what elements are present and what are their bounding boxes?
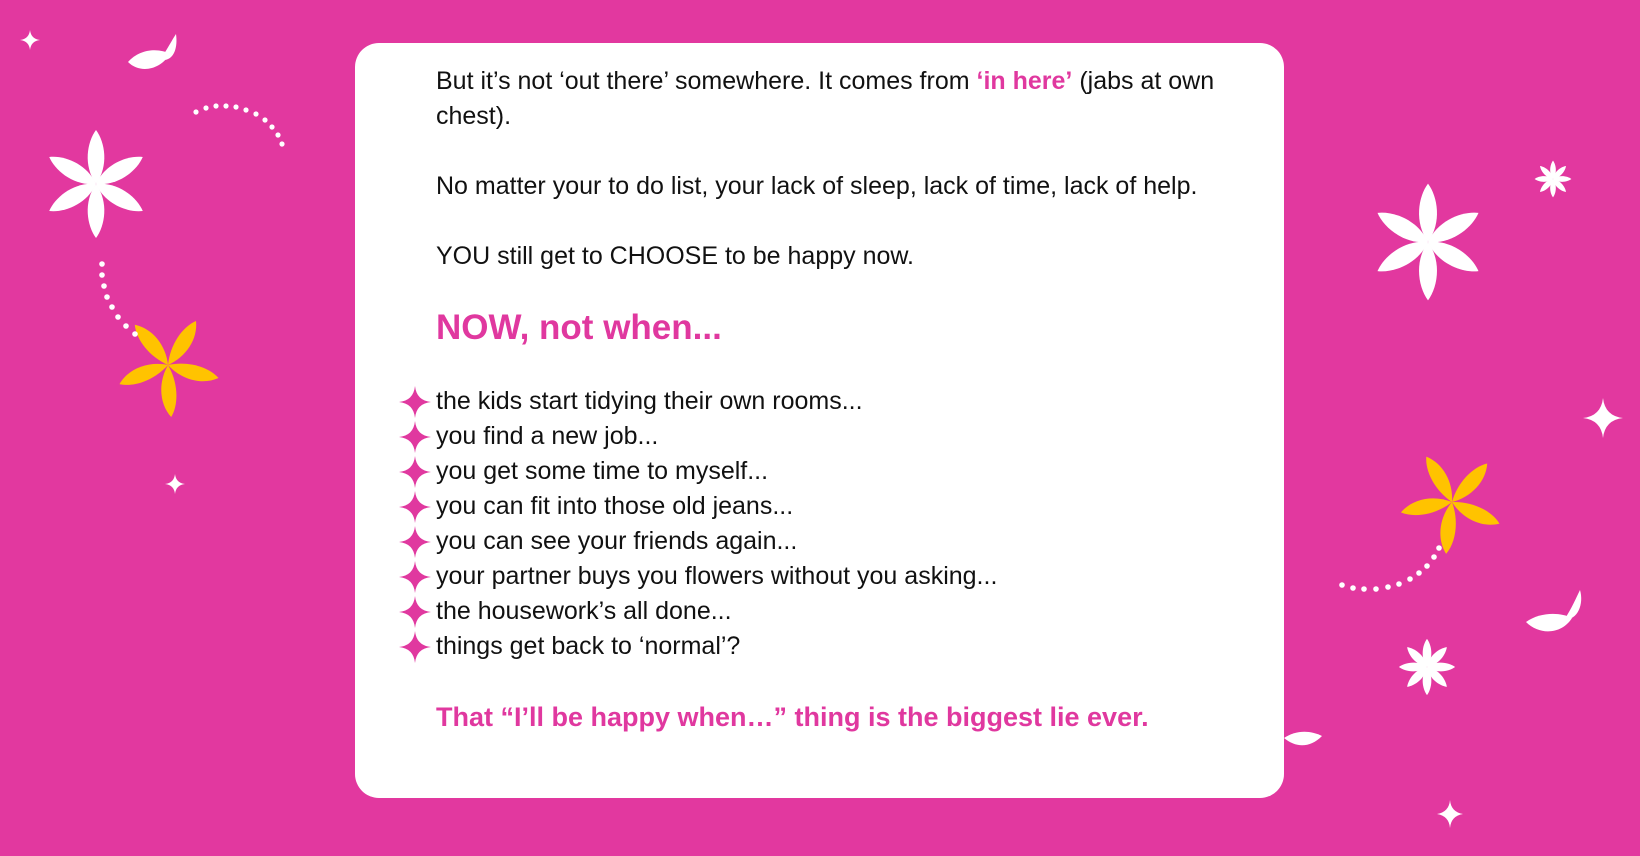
list-item-text: you can fit into those old jeans... xyxy=(436,492,794,520)
no-matter-paragraph: No matter your to do list, your lack of sleep, lack of time, lack of help. xyxy=(436,172,1198,200)
sparkle-icon xyxy=(398,385,432,419)
sparkle-icon xyxy=(398,490,432,524)
list-item-text: the kids start tidying their own rooms... xyxy=(436,387,863,415)
content xyxy=(436,64,1256,735)
intro-text-after: (jabs at own chest). xyxy=(436,67,1215,130)
section-heading: NOW, not when... xyxy=(436,308,722,347)
list-item xyxy=(436,419,1256,454)
list-item-text: you can see your friends again... xyxy=(436,527,798,555)
list-item xyxy=(436,594,1256,629)
list-item xyxy=(436,489,1256,524)
list-item xyxy=(436,524,1256,559)
sparkle-icon xyxy=(398,630,432,664)
sparkle-icon xyxy=(398,560,432,594)
list-item-text: you get some time to myself... xyxy=(436,457,769,485)
intro-text-before: But it’s not ‘out there’ somewhere. It comes from xyxy=(436,67,977,95)
list-item xyxy=(436,454,1256,489)
list-item-text: you find a new job... xyxy=(436,422,659,450)
sparkle-icon xyxy=(398,595,432,629)
list-item xyxy=(436,559,1256,594)
list-item-text: things get back to ‘normal’? xyxy=(436,632,741,660)
sparkle-icon xyxy=(398,420,432,454)
intro-highlight: ‘in here’ xyxy=(976,67,1073,95)
choose-paragraph: YOU still get to CHOOSE to be happy now. xyxy=(436,242,915,270)
when-list xyxy=(436,384,1256,664)
list-item xyxy=(436,629,1256,664)
closing-statement: That “I’ll be happy when…” thing is the biggest lie ever. xyxy=(436,702,1149,732)
small-flower-icon xyxy=(1535,161,1572,198)
intro-paragraph xyxy=(436,64,1256,134)
sparkle-icon xyxy=(398,525,432,559)
small-flower-icon xyxy=(1399,639,1455,695)
list-item xyxy=(436,384,1256,419)
list-item-text: the housework’s all done... xyxy=(436,597,732,625)
list-item-text: your partner buys you flowers without you asking... xyxy=(436,562,998,590)
sparkle-icon xyxy=(398,455,432,489)
